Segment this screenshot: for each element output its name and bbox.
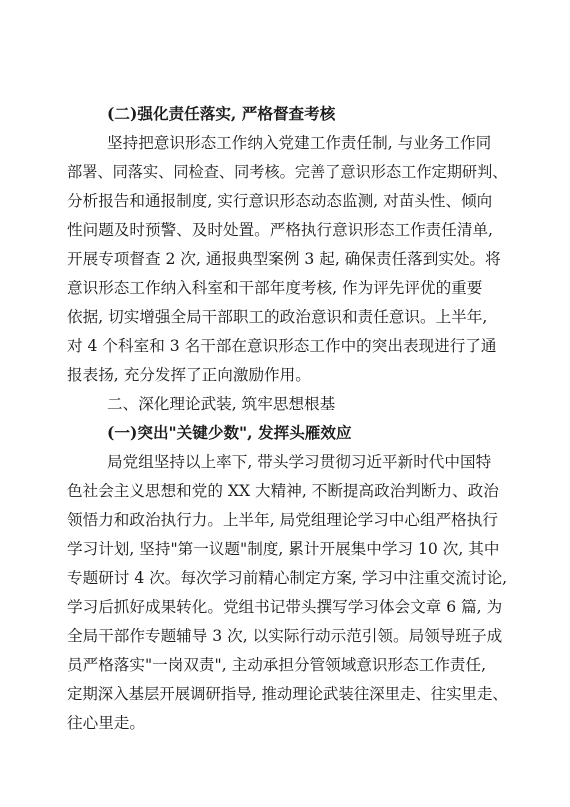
- paragraph-line: 全局干部作专题辅导 3 次, 以实际行动示范引领。局领导班子成: [67, 627, 503, 645]
- paragraph-line: 领悟力和政治执行力。上半年, 局党组理论学习中心组严格执行: [67, 511, 498, 529]
- paragraph-line: 专题研讨 4 次。每次学习前精心制定方案, 学习中注重交流讨论,: [67, 569, 508, 587]
- paragraph-line: 学习计划, 坚持"第一议题"制度, 累计开展集中学习 10 次, 其中: [67, 540, 500, 558]
- paragraph-line: 往心里走。: [67, 714, 145, 732]
- section-heading: (二)强化责任落实, 严格督查考核: [107, 104, 336, 123]
- paragraph-line: 局党组坚持以上率下, 带头学习贯彻习近平新时代中国特: [107, 453, 492, 471]
- paragraph-line: 定期深入基层开展调研指导, 推动理论武装往深里走、往实里走、: [67, 685, 508, 703]
- paragraph-line: 性问题及时预警、及时处置。严格执行意识形态工作责任清单,: [67, 221, 493, 239]
- paragraph-line: 学习后抓好成果转化。党组书记带头撰写学习体会文章 6 篇, 为: [67, 598, 503, 616]
- paragraph-line: 报表扬, 充分发挥了正向激励作用。: [67, 366, 311, 384]
- paragraph-line: 分析报告和通报制度, 实行意识形态动态监测, 对苗头性、倾向: [67, 192, 493, 210]
- section-heading: 二、深化理论武装, 筑牢思想根基: [107, 395, 336, 413]
- paragraph-line: 员严格落实"一岗双责", 主动承担分管领域意识形态工作责任,: [67, 656, 487, 674]
- paragraph-line: 开展专项督查 2 次, 通报典型案例 3 起, 确保责任落到实处。将: [67, 250, 501, 268]
- section-heading: (一)突出"关键少数", 发挥头雁效应: [107, 423, 352, 442]
- paragraph-line: 坚持把意识形态工作纳入党建工作责任制, 与业务工作同: [107, 134, 492, 152]
- paragraph-line: 部署、同落实、同检查、同考核。完善了意识形态工作定期研判、: [67, 163, 508, 181]
- paragraph-line: 意识形态工作纳入科室和干部年度考核, 作为评先评优的重要: [67, 279, 483, 297]
- paragraph-line: 色社会主义思想和党的 XX 大精神, 不断提高政治判断力、政治: [67, 482, 499, 500]
- paragraph-line: 对 4 个科室和 3 名干部在意识形态工作中的突出表现进行了通: [67, 337, 497, 355]
- paragraph-line: 依据, 切实增强全局干部职工的政治意识和责任意识。上半年,: [67, 308, 488, 326]
